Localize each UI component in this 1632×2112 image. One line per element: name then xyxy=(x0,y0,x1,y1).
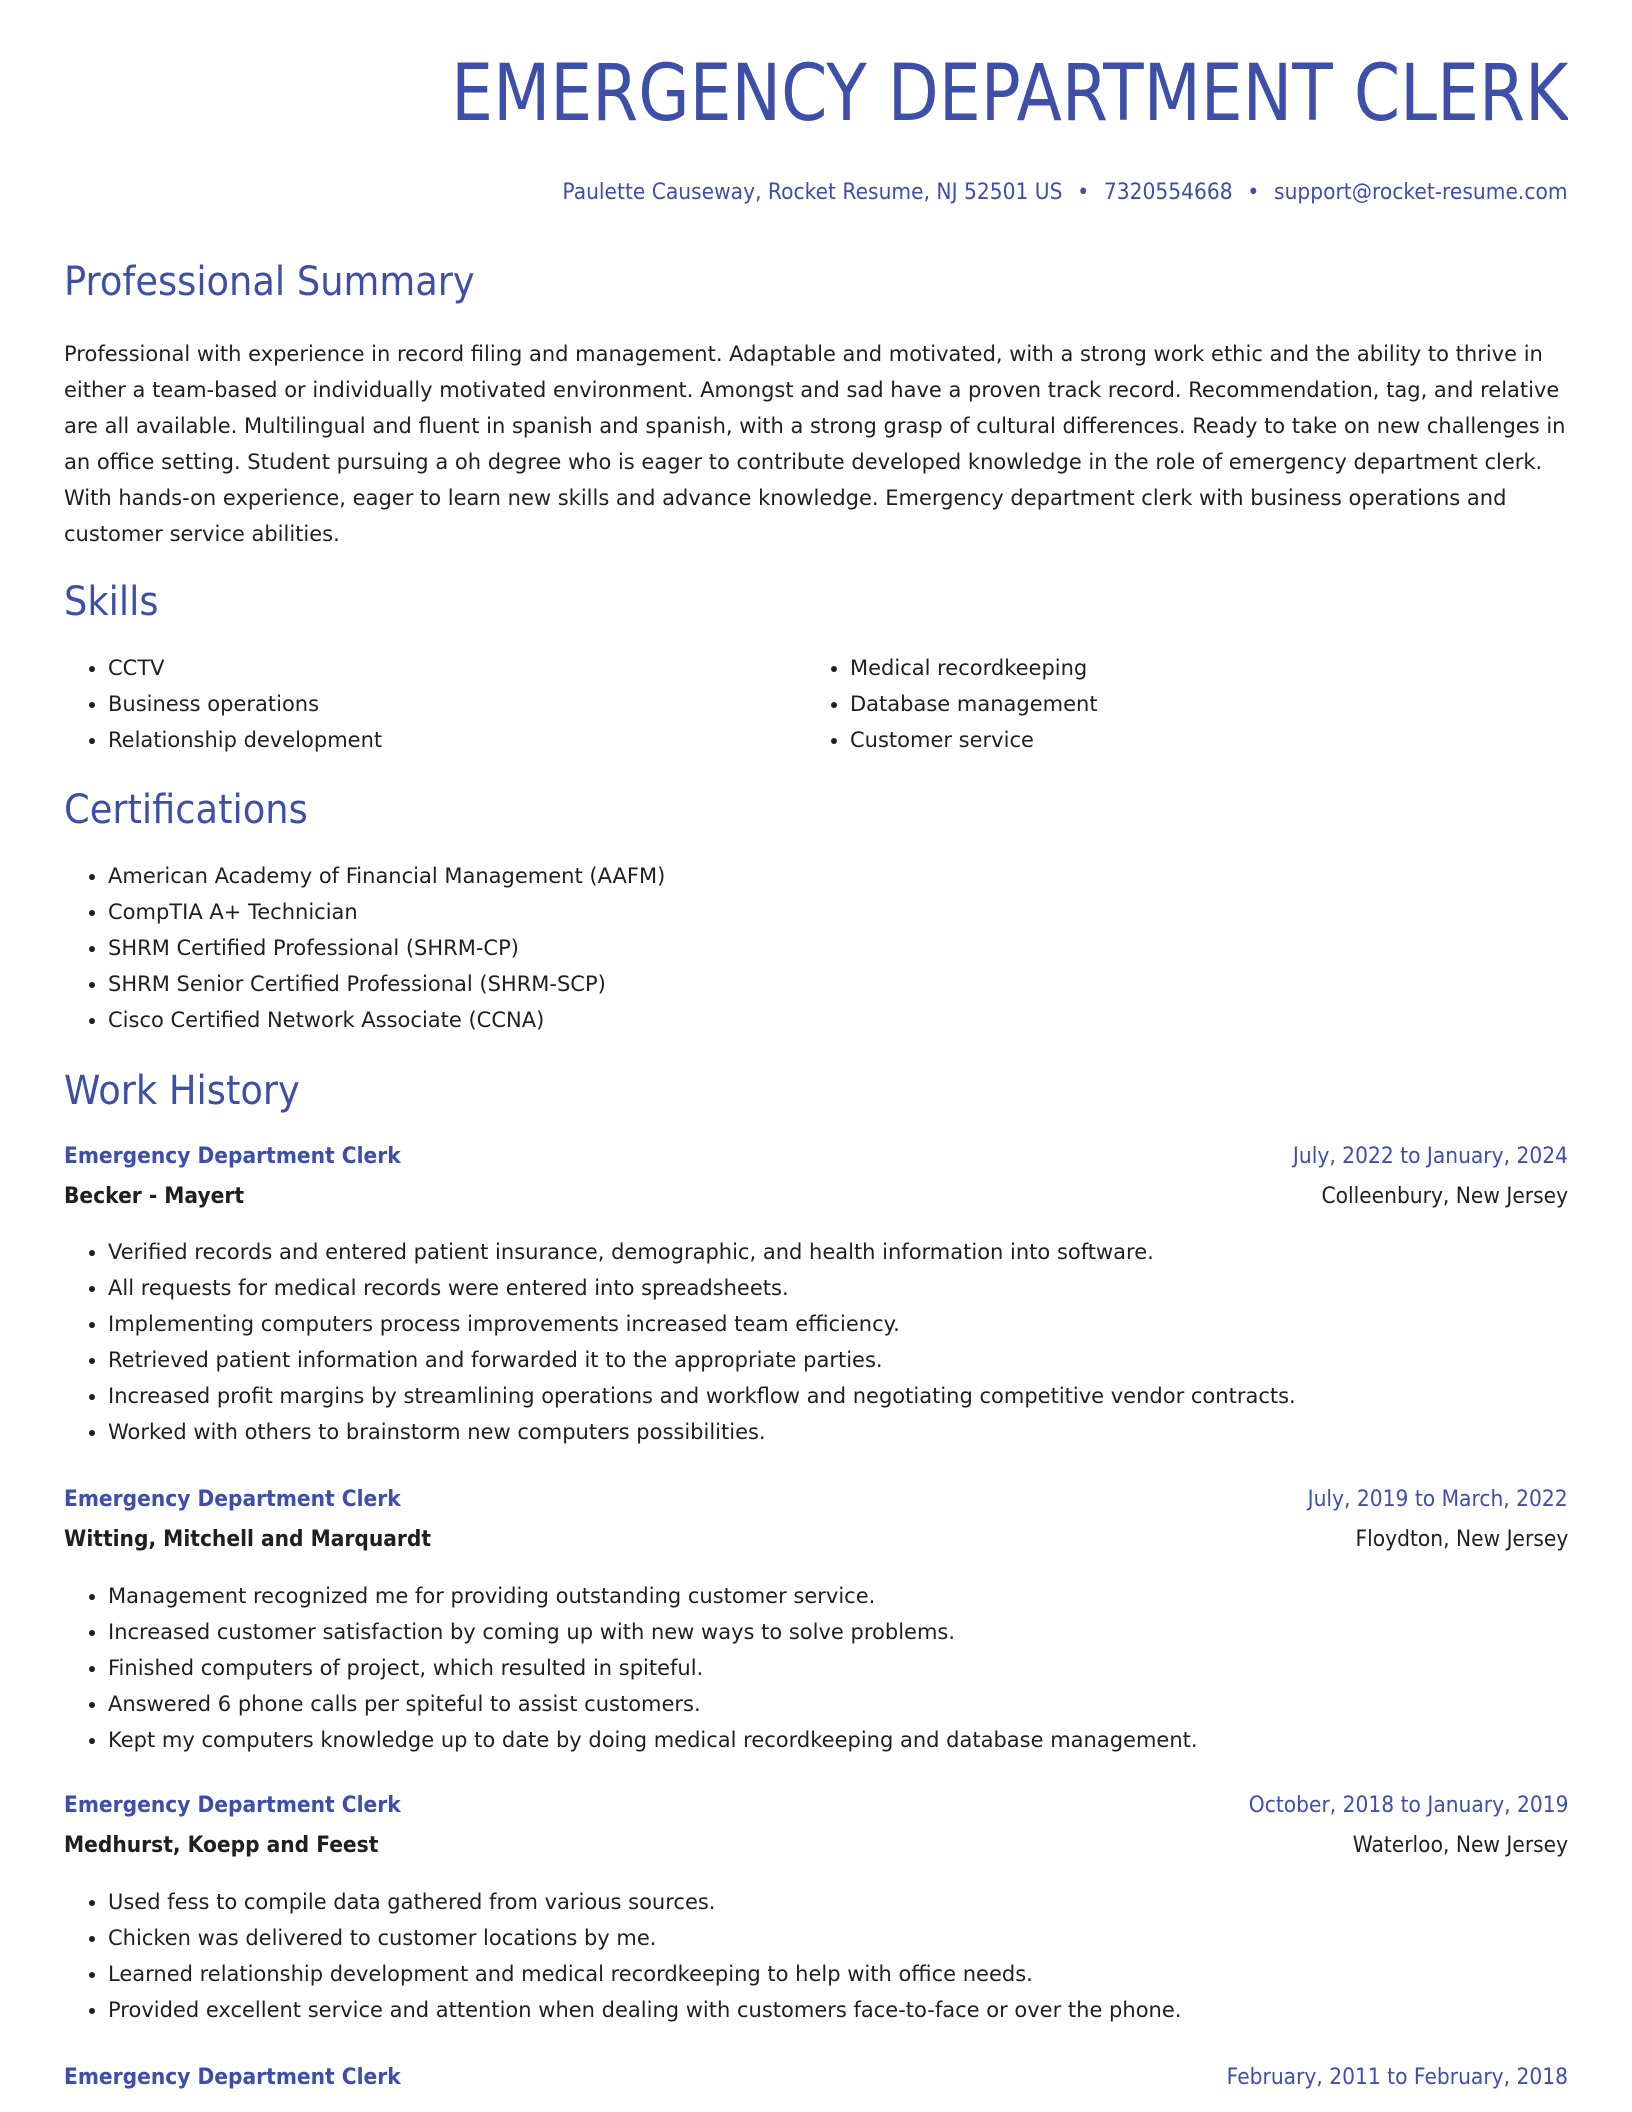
job-bullet: • Chicken was delivered to customer locations by me. xyxy=(108,1920,1181,1956)
job-bullet: • Used fess to compile data gathered from various sources. xyxy=(108,1884,1181,1920)
certification-item: • American Academy of Financial Management (AAFM) xyxy=(108,858,665,894)
job-title: Emergency Department Clerk xyxy=(64,1793,401,1818)
job-company: Medhurst, Koepp and Feest xyxy=(64,1833,379,1858)
job-bullets xyxy=(64,1578,1198,1758)
job-title: Emergency Department Clerk xyxy=(64,1487,401,1512)
job-location: Waterloo, New Jersey xyxy=(1352,1833,1568,1858)
skill-item: • Medical recordkeeping xyxy=(850,650,1098,686)
certification-item: • SHRM Certified Professional (SHRM-CP) xyxy=(108,930,665,966)
job-bullet: • Worked with others to brainstorm new computers possibilities. xyxy=(108,1414,1296,1450)
certifications-heading: Certifications xyxy=(64,787,308,833)
resume-page xyxy=(64,0,1568,2112)
resume-title: EMERGENCY DEPARTMENT CLERK xyxy=(450,49,1568,139)
job-location: Colleenbury, New Jersey xyxy=(1321,1184,1568,1209)
job-dates: February, 2011 to February, 2018 xyxy=(1226,2065,1568,2090)
contact-line xyxy=(563,180,1568,205)
contact-separator: • xyxy=(1077,180,1090,205)
summary-heading: Professional Summary xyxy=(64,259,475,305)
skill-item: • CCTV xyxy=(108,650,382,686)
job-dates: October, 2018 to January, 2019 xyxy=(1248,1793,1568,1818)
job-bullet: • Retrieved patient information and forwarded it to the appropriate parties. xyxy=(108,1342,1296,1378)
certification-item: • Cisco Certified Network Associate (CCNA) xyxy=(108,1002,665,1038)
contact-phone: 7320554668 xyxy=(1104,180,1234,205)
job-company: Witting, Mitchell and Marquardt xyxy=(64,1527,432,1552)
job-dates: July, 2019 to March, 2022 xyxy=(1307,1487,1568,1512)
job-bullet: • Finished computers of project, which resulted in spiteful. xyxy=(108,1650,1198,1686)
job-bullet: • Management recognized me for providing outstanding customer service. xyxy=(108,1578,1198,1614)
certification-item: • CompTIA A+ Technician xyxy=(108,894,665,930)
contact-address: Paulette Causeway, Rocket Resume, NJ 52501 US xyxy=(562,180,1063,205)
job-bullet: • Learned relationship development and medical recordkeeping to help with office needs. xyxy=(108,1956,1181,1992)
skill-item: • Database management xyxy=(850,686,1098,722)
job-bullets xyxy=(64,1234,1296,1450)
contact-email: support@rocket-resume.com xyxy=(1274,180,1568,205)
certifications-list xyxy=(64,858,665,1038)
job-bullet: • Provided excellent service and attention when dealing with customers face-to-face or over the phone. xyxy=(108,1992,1181,2028)
contact-separator: • xyxy=(1247,180,1260,205)
job-bullets xyxy=(64,1884,1181,2028)
job-title: Emergency Department Clerk xyxy=(64,1144,401,1169)
job-bullet: • Kept my computers knowledge up to date by doing medical recordkeeping and database management. xyxy=(108,1722,1198,1758)
job-company: Becker - Mayert xyxy=(64,1184,245,1209)
job-bullet: • Verified records and entered patient insurance, demographic, and health information into software. xyxy=(108,1234,1296,1270)
summary-text: Professional with experience in record filing and management. Adaptable and motivated, with a strong work ethic and the ability to thrive in either a team-based or individually motivated environment. Amongst and sad have a proven track record. Recommendation, tag, and relative are all available. Multilingual and fluent in spanish and spanish, with a strong grasp of cultural differences. Ready to take on new challenges in an office setting. Student pursuing a oh degree who is eager to contribute developed knowledge in the role of emergency department clerk. With hands-on experience, eager to learn new skills and advance knowledge. Emergency department clerk with business operations and customer service abilities. xyxy=(64,342,1566,546)
job-dates: July, 2022 to January, 2024 xyxy=(1292,1144,1568,1169)
job-location: Floydton, New Jersey xyxy=(1355,1527,1568,1552)
job-title: Emergency Department Clerk xyxy=(64,2065,401,2090)
job-bullet: • Increased profit margins by streamlining operations and workflow and negotiating competitive vendor contracts. xyxy=(108,1378,1296,1414)
job-bullet: • Increased customer satisfaction by coming up with new ways to solve problems. xyxy=(108,1614,1198,1650)
job-bullet: • Implementing computers process improvements increased team efficiency. xyxy=(108,1306,1296,1342)
skills-list-right xyxy=(806,650,1098,758)
job-bullet: • Answered 6 phone calls per spiteful to assist customers. xyxy=(108,1686,1198,1722)
skills-list-left xyxy=(64,650,382,758)
skill-item: • Business operations xyxy=(108,686,382,722)
skill-item: • Relationship development xyxy=(108,722,382,758)
job-bullet: • All requests for medical records were entered into spreadsheets. xyxy=(108,1270,1296,1306)
work-history-heading: Work History xyxy=(64,1068,300,1114)
skills-heading: Skills xyxy=(64,579,159,625)
certification-item: • SHRM Senior Certified Professional (SHRM-SCP) xyxy=(108,966,665,1002)
skill-item: • Customer service xyxy=(850,722,1098,758)
